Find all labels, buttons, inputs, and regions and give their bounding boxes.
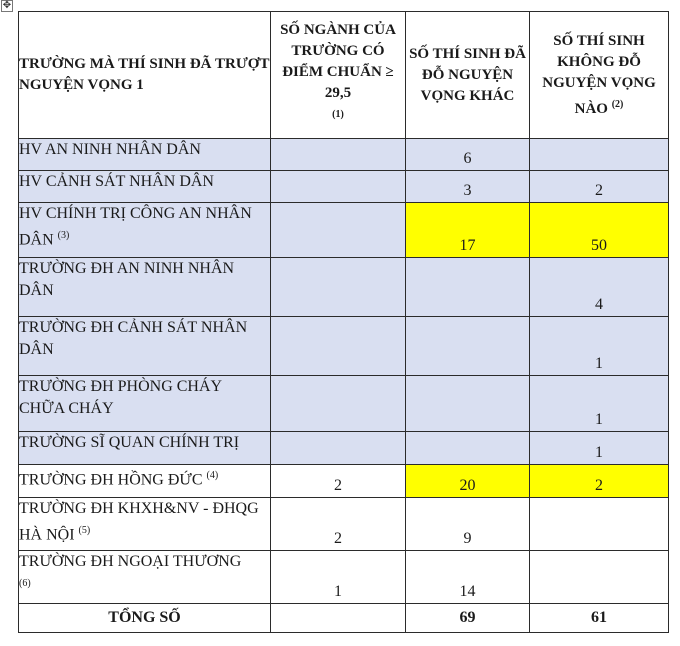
school-name: HV CHÍNH TRỊ CÔNG AN NHÂN DÂN [19, 205, 252, 249]
table-row [19, 171, 669, 203]
header-passed-other [406, 12, 530, 139]
school-name: TRƯỜNG ĐH CẢNH SÁT NHÂN DÂN [19, 319, 248, 358]
school-cell [19, 258, 271, 317]
school-cell [19, 139, 271, 171]
table-move-handle-icon[interactable]: ✥ [2, 0, 12, 11]
failed-all-cell: 1 [530, 376, 669, 432]
school-note: (5) [78, 525, 91, 536]
failed-all-cell: 50 [530, 203, 669, 258]
table-row [19, 465, 669, 498]
school-name: TRƯỜNG ĐH KHXH&NV - ĐHQG HÀ NỘI [19, 500, 259, 544]
school-note: (3) [57, 230, 70, 241]
passed-other-cell [406, 376, 530, 432]
failed-all-cell: 1 [530, 432, 669, 465]
school-cell [19, 432, 271, 465]
school-cell [19, 171, 271, 203]
majors-cell [271, 376, 406, 432]
header-school [19, 12, 271, 139]
table-row [19, 551, 669, 604]
school-name: TRƯỜNG ĐH NGOẠI THƯƠNG [19, 553, 242, 570]
header-passed-other-text: SỐ THÍ SINH ĐÃ ĐỖ NGUYỆN VỌNG KHÁC [409, 45, 526, 104]
table-row [19, 139, 669, 171]
table-row [19, 317, 669, 376]
school-name: TRƯỜNG ĐH HỒNG ĐỨC [19, 471, 203, 489]
majors-cell [271, 203, 406, 258]
school-name: HV AN NINH NHÂN DÂN [19, 141, 201, 158]
header-school-text: TRƯỜNG MÀ THÍ SINH ĐÃ TRƯỢT NGUYỆN VỌNG 1 [19, 56, 270, 93]
passed-other-cell: 9 [406, 498, 530, 551]
school-cell [19, 465, 271, 498]
passed-other-cell [406, 432, 530, 465]
header-row [19, 12, 669, 139]
majors-cell: 2 [271, 465, 406, 498]
majors-cell: 1 [271, 551, 406, 604]
header-majors-text: SỐ NGÀNH CỦA TRƯỜNG CÓ ĐIỂM CHUẨN ≥ 29,5 [280, 22, 396, 101]
majors-cell [271, 317, 406, 376]
school-name: HV CẢNH SÁT NHÂN DÂN [19, 173, 214, 190]
majors-cell [271, 258, 406, 317]
passed-other-cell [406, 317, 530, 376]
total-label: TỔNG SỐ [19, 604, 271, 633]
majors-cell: 2 [271, 498, 406, 551]
total-row [19, 604, 669, 633]
header-majors [271, 12, 406, 139]
table-row [19, 432, 669, 465]
total-failed-all: 61 [530, 604, 669, 633]
total-majors [271, 604, 406, 633]
failed-all-cell [530, 498, 669, 551]
passed-other-cell: 14 [406, 551, 530, 604]
school-cell [19, 498, 271, 551]
table-row [19, 498, 669, 551]
majors-cell [271, 139, 406, 171]
header-failed-all [530, 12, 669, 139]
admissions-table [18, 11, 669, 633]
failed-all-cell: 2 [530, 465, 669, 498]
school-name: TRƯỜNG ĐH PHÒNG CHÁY CHỮA CHÁY [19, 378, 222, 417]
passed-other-cell: 20 [406, 465, 530, 498]
majors-cell [271, 432, 406, 465]
school-cell [19, 376, 271, 432]
header-majors-note: (1) [332, 109, 344, 120]
table-row [19, 376, 669, 432]
failed-all-cell: 1 [530, 317, 669, 376]
majors-cell [271, 171, 406, 203]
failed-all-cell [530, 551, 669, 604]
failed-all-cell [530, 139, 669, 171]
passed-other-cell: 6 [406, 139, 530, 171]
failed-all-cell: 2 [530, 171, 669, 203]
passed-other-cell: 17 [406, 203, 530, 258]
header-failed-all-note: (2) [611, 98, 624, 110]
school-note: (4) [206, 470, 219, 481]
school-name: TRƯỜNG ĐH AN NINH NHÂN DÂN [19, 260, 235, 299]
total-passed-other: 69 [406, 604, 530, 633]
header-failed-all-text: SỐ THÍ SINH KHÔNG ĐỖ NGUYỆN VỌNG NÀO [542, 32, 656, 117]
school-cell [19, 317, 271, 376]
school-note: (6) [19, 578, 31, 589]
school-cell [19, 203, 271, 258]
passed-other-cell [406, 258, 530, 317]
table-row [19, 203, 669, 258]
school-cell [19, 551, 271, 604]
school-name: TRƯỜNG SĨ QUAN CHÍNH TRỊ [19, 434, 240, 451]
passed-other-cell: 3 [406, 171, 530, 203]
table-row [19, 258, 669, 317]
failed-all-cell: 4 [530, 258, 669, 317]
